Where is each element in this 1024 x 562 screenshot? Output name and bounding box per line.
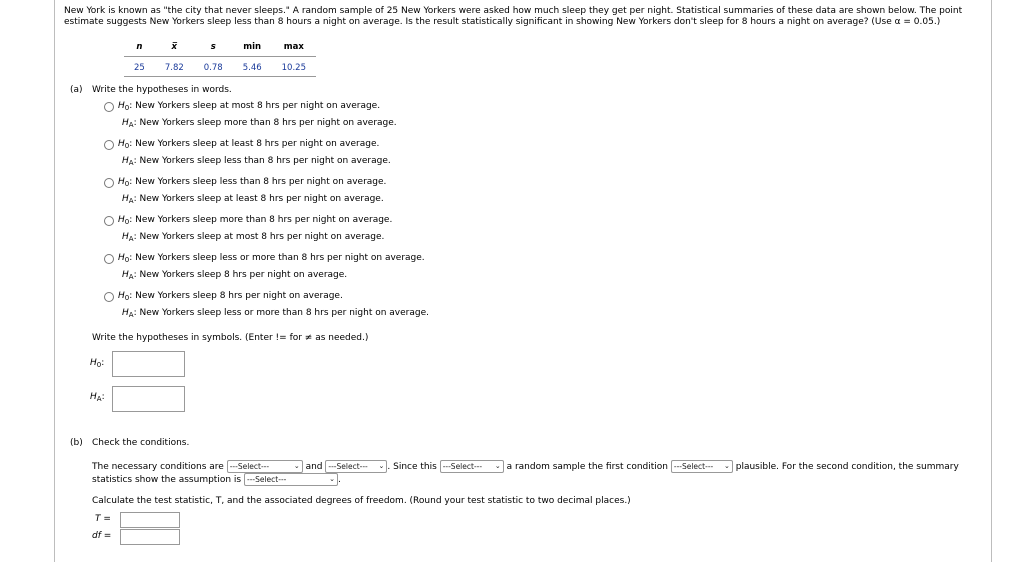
option-3-h0-line: [118, 177, 386, 188]
equals-sign: =: [103, 531, 112, 541]
chevron-down-icon: ⌄: [329, 475, 335, 483]
t-symbol: T: [95, 514, 101, 524]
ha-symbol-label: [90, 392, 105, 403]
ha-subscript: A: [128, 159, 134, 167]
hypothesis-option-6-radio[interactable]: [104, 292, 114, 302]
h0-subscript: 0: [124, 104, 130, 112]
select-label: ---Select---: [246, 475, 287, 484]
symbols-prompt: Write the hypotheses in symbols. (Enter != for ≠ as needed.): [92, 333, 369, 343]
option-6-h0-line: [118, 291, 343, 302]
option-4-ha-text: New Yorkers sleep at most 8 hrs per night on average.: [139, 232, 385, 242]
conditions-text: The necessary conditions are: [92, 462, 224, 472]
ha-symbol-input[interactable]: [112, 386, 185, 412]
option-6-ha-line: [122, 308, 429, 319]
colon: :: [129, 177, 133, 187]
option-5-ha-line: [122, 270, 347, 281]
value-n: 25: [124, 57, 155, 77]
option-3-ha-text: New Yorkers sleep at least 8 hrs per night on average.: [139, 194, 384, 204]
chevron-down-icon: ⌄: [723, 462, 730, 470]
h0-subscript: 0: [96, 361, 102, 369]
value-xbar: 7.82: [155, 57, 194, 77]
plausible-text: plausible. For the second condition, the summary: [735, 462, 959, 472]
h-symbol: H: [122, 308, 129, 318]
h0-subscript: 0: [124, 218, 130, 226]
t-statistic-input[interactable]: [120, 512, 180, 528]
header-n: n: [124, 40, 155, 57]
colon: :: [101, 392, 105, 402]
option-4-h0-text: New Yorkers sleep more than 8 hrs per night on average.: [135, 215, 393, 225]
hypothesis-option-5-radio[interactable]: [104, 254, 114, 264]
part-a-label: (a): [70, 85, 83, 95]
h0-subscript: 0: [124, 142, 130, 150]
value-max: 10.25: [272, 57, 316, 77]
h-symbol: H: [118, 253, 125, 263]
t-label: [95, 514, 111, 524]
h0-subscript: 0: [124, 294, 130, 302]
table-row: [124, 57, 316, 77]
option-4-ha-line: [122, 232, 384, 243]
ha-subscript: A: [128, 273, 134, 281]
h-symbol: H: [118, 291, 125, 301]
option-1-h0-line: [118, 101, 380, 112]
and-text: and: [305, 462, 323, 472]
ha-subscript: A: [128, 121, 134, 129]
h-symbol: H: [122, 232, 129, 242]
ha-subscript: A: [128, 197, 134, 205]
header-s: s: [194, 40, 233, 57]
df-symbol: df: [92, 531, 101, 541]
chevron-down-icon: ⌄: [293, 462, 300, 470]
select-label: ---Select---: [673, 462, 714, 471]
colon: :: [133, 118, 137, 128]
hypothesis-option-3-radio[interactable]: [104, 178, 114, 188]
conditions-line2: [92, 473, 341, 486]
colon: :: [133, 270, 137, 280]
option-1-h0-text: New Yorkers sleep at most 8 hrs per night on average.: [135, 101, 381, 111]
option-3-ha-line: [122, 194, 384, 205]
header-min: min: [233, 40, 272, 57]
h-symbol: H: [122, 270, 129, 280]
option-3-h0-text: New Yorkers sleep less than 8 hrs per night on average.: [135, 177, 387, 187]
summary-statistics-table: [124, 40, 316, 77]
hypothesis-option-1-radio[interactable]: [104, 102, 114, 112]
colon: :: [133, 308, 137, 318]
assumption-select[interactable]: [244, 473, 338, 486]
option-5-ha-text: New Yorkers sleep 8 hrs per night on average.: [139, 270, 348, 280]
header-xbar: x̅: [155, 40, 194, 57]
header-max: max: [272, 40, 316, 57]
option-5-h0-line: [118, 253, 425, 264]
hypothesis-option-4-radio[interactable]: [104, 216, 114, 226]
h0-subscript: 0: [124, 180, 130, 188]
question-intro-line2: estimate suggests New Yorkers sleep less than 8 hours a night on average. Is the result statistically significant in showing New Yorkers don't sleep for 8 hours a night on average? (Use α = 0.05.): [64, 17, 941, 27]
df-label: [92, 531, 111, 541]
is-is-not-select[interactable]: [440, 460, 504, 473]
colon: :: [129, 253, 133, 263]
period: .: [337, 475, 341, 485]
equals-sign: =: [103, 514, 111, 524]
colon: :: [133, 194, 137, 204]
since-text: . Since this: [387, 462, 437, 472]
value-min: 5.46: [233, 57, 272, 77]
option-6-h0-text: New Yorkers sleep 8 hrs per night on average.: [135, 291, 343, 301]
part-b-prompt: Check the conditions.: [92, 438, 190, 448]
chevron-down-icon: ⌄: [378, 462, 385, 470]
select-label: ---Select---: [442, 462, 483, 471]
colon: :: [129, 291, 133, 301]
stats-text: statistics show the assumption is: [92, 475, 242, 485]
value-s: 0.78: [194, 57, 233, 77]
h-symbol: H: [122, 194, 129, 204]
colon: :: [133, 156, 137, 166]
h-symbol: H: [118, 215, 125, 225]
random-sample-text: a random sample the first condition: [506, 462, 668, 472]
h-symbol: H: [118, 139, 125, 149]
table-header-row: [124, 40, 316, 57]
calc-prompt: Calculate the test statistic, T, and the associated degrees of freedom. (Round your test statistic to two decimal places.): [92, 496, 631, 506]
chevron-down-icon: ⌄: [494, 462, 501, 470]
option-2-ha-line: [122, 156, 391, 167]
option-1-ha-text: New Yorkers sleep more than 8 hrs per night on average.: [139, 118, 397, 128]
ha-subscript: A: [96, 395, 102, 403]
condition-2-select[interactable]: [325, 460, 387, 473]
part-a-prompt: Write the hypotheses in words.: [92, 85, 232, 95]
ha-subscript: A: [128, 235, 134, 243]
colon: :: [101, 358, 105, 368]
select-label: ---Select---: [229, 462, 270, 471]
colon: :: [129, 101, 133, 111]
question-intro-line1: New York is known as "the city that never sleeps." A random sample of 25 New Yorkers were asked how much sleep they get per night. Statistical summaries of these data are shown below. The point: [64, 6, 963, 16]
h-symbol: H: [118, 101, 125, 111]
colon: :: [133, 232, 137, 242]
colon: :: [129, 139, 133, 149]
option-6-ha-text: New Yorkers sleep less or more than 8 hrs per night on average.: [139, 308, 429, 318]
option-1-ha-line: [122, 118, 397, 129]
conditions-line1: [92, 460, 959, 473]
df-input[interactable]: [120, 529, 180, 545]
h0-symbol-label: [90, 358, 104, 369]
h0-symbol-input[interactable]: [112, 351, 185, 377]
h-symbol: H: [122, 118, 129, 128]
condition-1-select[interactable]: [227, 460, 303, 473]
h-symbol: H: [122, 156, 129, 166]
option-2-ha-text: New Yorkers sleep less than 8 hrs per night on average.: [139, 156, 391, 166]
option-2-h0-text: New Yorkers sleep at least 8 hrs per night on average.: [135, 139, 380, 149]
option-2-h0-line: [118, 139, 379, 150]
h-symbol: H: [90, 392, 97, 402]
hypothesis-option-2-radio[interactable]: [104, 140, 114, 150]
ha-subscript: A: [128, 311, 134, 319]
part-b-label: (b): [70, 438, 83, 448]
select-label: ---Select---: [328, 462, 368, 471]
colon: :: [129, 215, 133, 225]
h-symbol: H: [118, 177, 125, 187]
option-5-h0-text: New Yorkers sleep less or more than 8 hrs per night on average.: [135, 253, 425, 263]
h0-subscript: 0: [124, 256, 130, 264]
h-symbol: H: [90, 358, 97, 368]
first-condition-select[interactable]: [671, 460, 733, 473]
option-4-h0-line: [118, 215, 392, 226]
